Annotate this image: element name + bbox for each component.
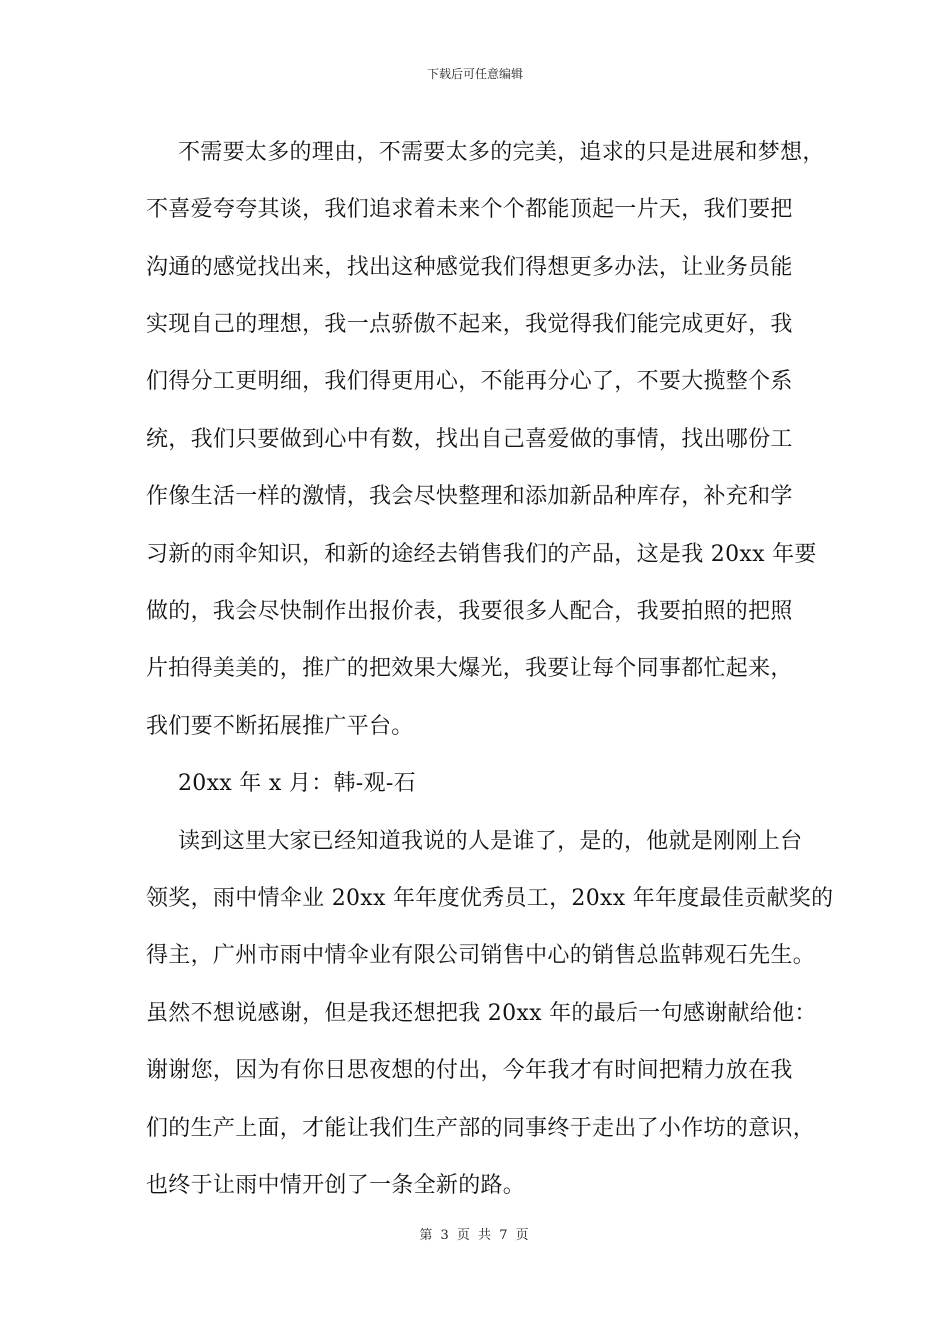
paragraph-line: 读到这里大家已经知道我说的人是谁了，是的，他就是刚刚上台 [178,829,803,854]
paragraph-line: 领奖，雨中情伞业 20xx 年年度优秀员工，20xx 年年度最佳贡献奖的 [146,886,834,911]
paragraph-line: 得主，广州市雨中情伞业有限公司销售中心的销售总监韩观石先生。 [146,943,816,968]
paragraph-line: 不喜爱夸夸其谈，我们追求着未来个个都能顶起一片天，我们要把 [146,197,793,222]
paragraph-line: 沟通的感觉找出来，找出这种感觉我们得想更多办法，让业务员能 [146,255,793,280]
page-header: 下载后可任意编辑 [426,67,523,81]
paragraph-line: 也终于让雨中情开创了一条全新的路。 [146,1173,526,1198]
paragraph-line: 统，我们只要做到心中有数，找出自己喜爱做的事情，找出哪份工 [146,427,793,452]
paragraph-line: 不需要太多的理由，不需要太多的完美，追求的只是进展和梦想， [178,140,825,165]
paragraph-line: 虽然不想说感谢，但是我还想把我 20xx 年的最后一句感谢献给他： [146,1001,817,1026]
paragraph-line: 片拍得美美的，推广的把效果大爆光，我要让每个同事都忙起来， [146,656,793,681]
paragraph-line: 实现自己的理想，我一点骄傲不起来，我觉得我们能完成更好，我 [146,312,793,337]
paragraph-line: 们的生产上面，才能让我们生产部的同事终于走出了小作坊的意识， [146,1116,816,1141]
paragraph-line: 习新的雨伞知识，和新的途经去销售我们的产品，这是我 20xx 年要 [146,542,817,567]
paragraph-line: 们得分工更明细，我们得更用心，不能再分心了，不要大揽整个系 [146,369,793,394]
page-number-footer: 第 3 页 共 7 页 [419,1228,531,1243]
section-heading: 20xx 年 x 月：韩-观-石 [178,771,416,796]
paragraph-line: 作像生活一样的激情，我会尽快整理和添加新品种库存，补充和学 [146,484,793,509]
paragraph-line: 做的，我会尽快制作出报价表，我要很多人配合，我要拍照的把照 [146,599,793,624]
paragraph-line: 谢谢您，因为有你日思夜想的付出，今年我才有时间把精力放在我 [146,1058,793,1083]
paragraph-line: 我们要不断拓展推广平台。 [146,714,414,739]
